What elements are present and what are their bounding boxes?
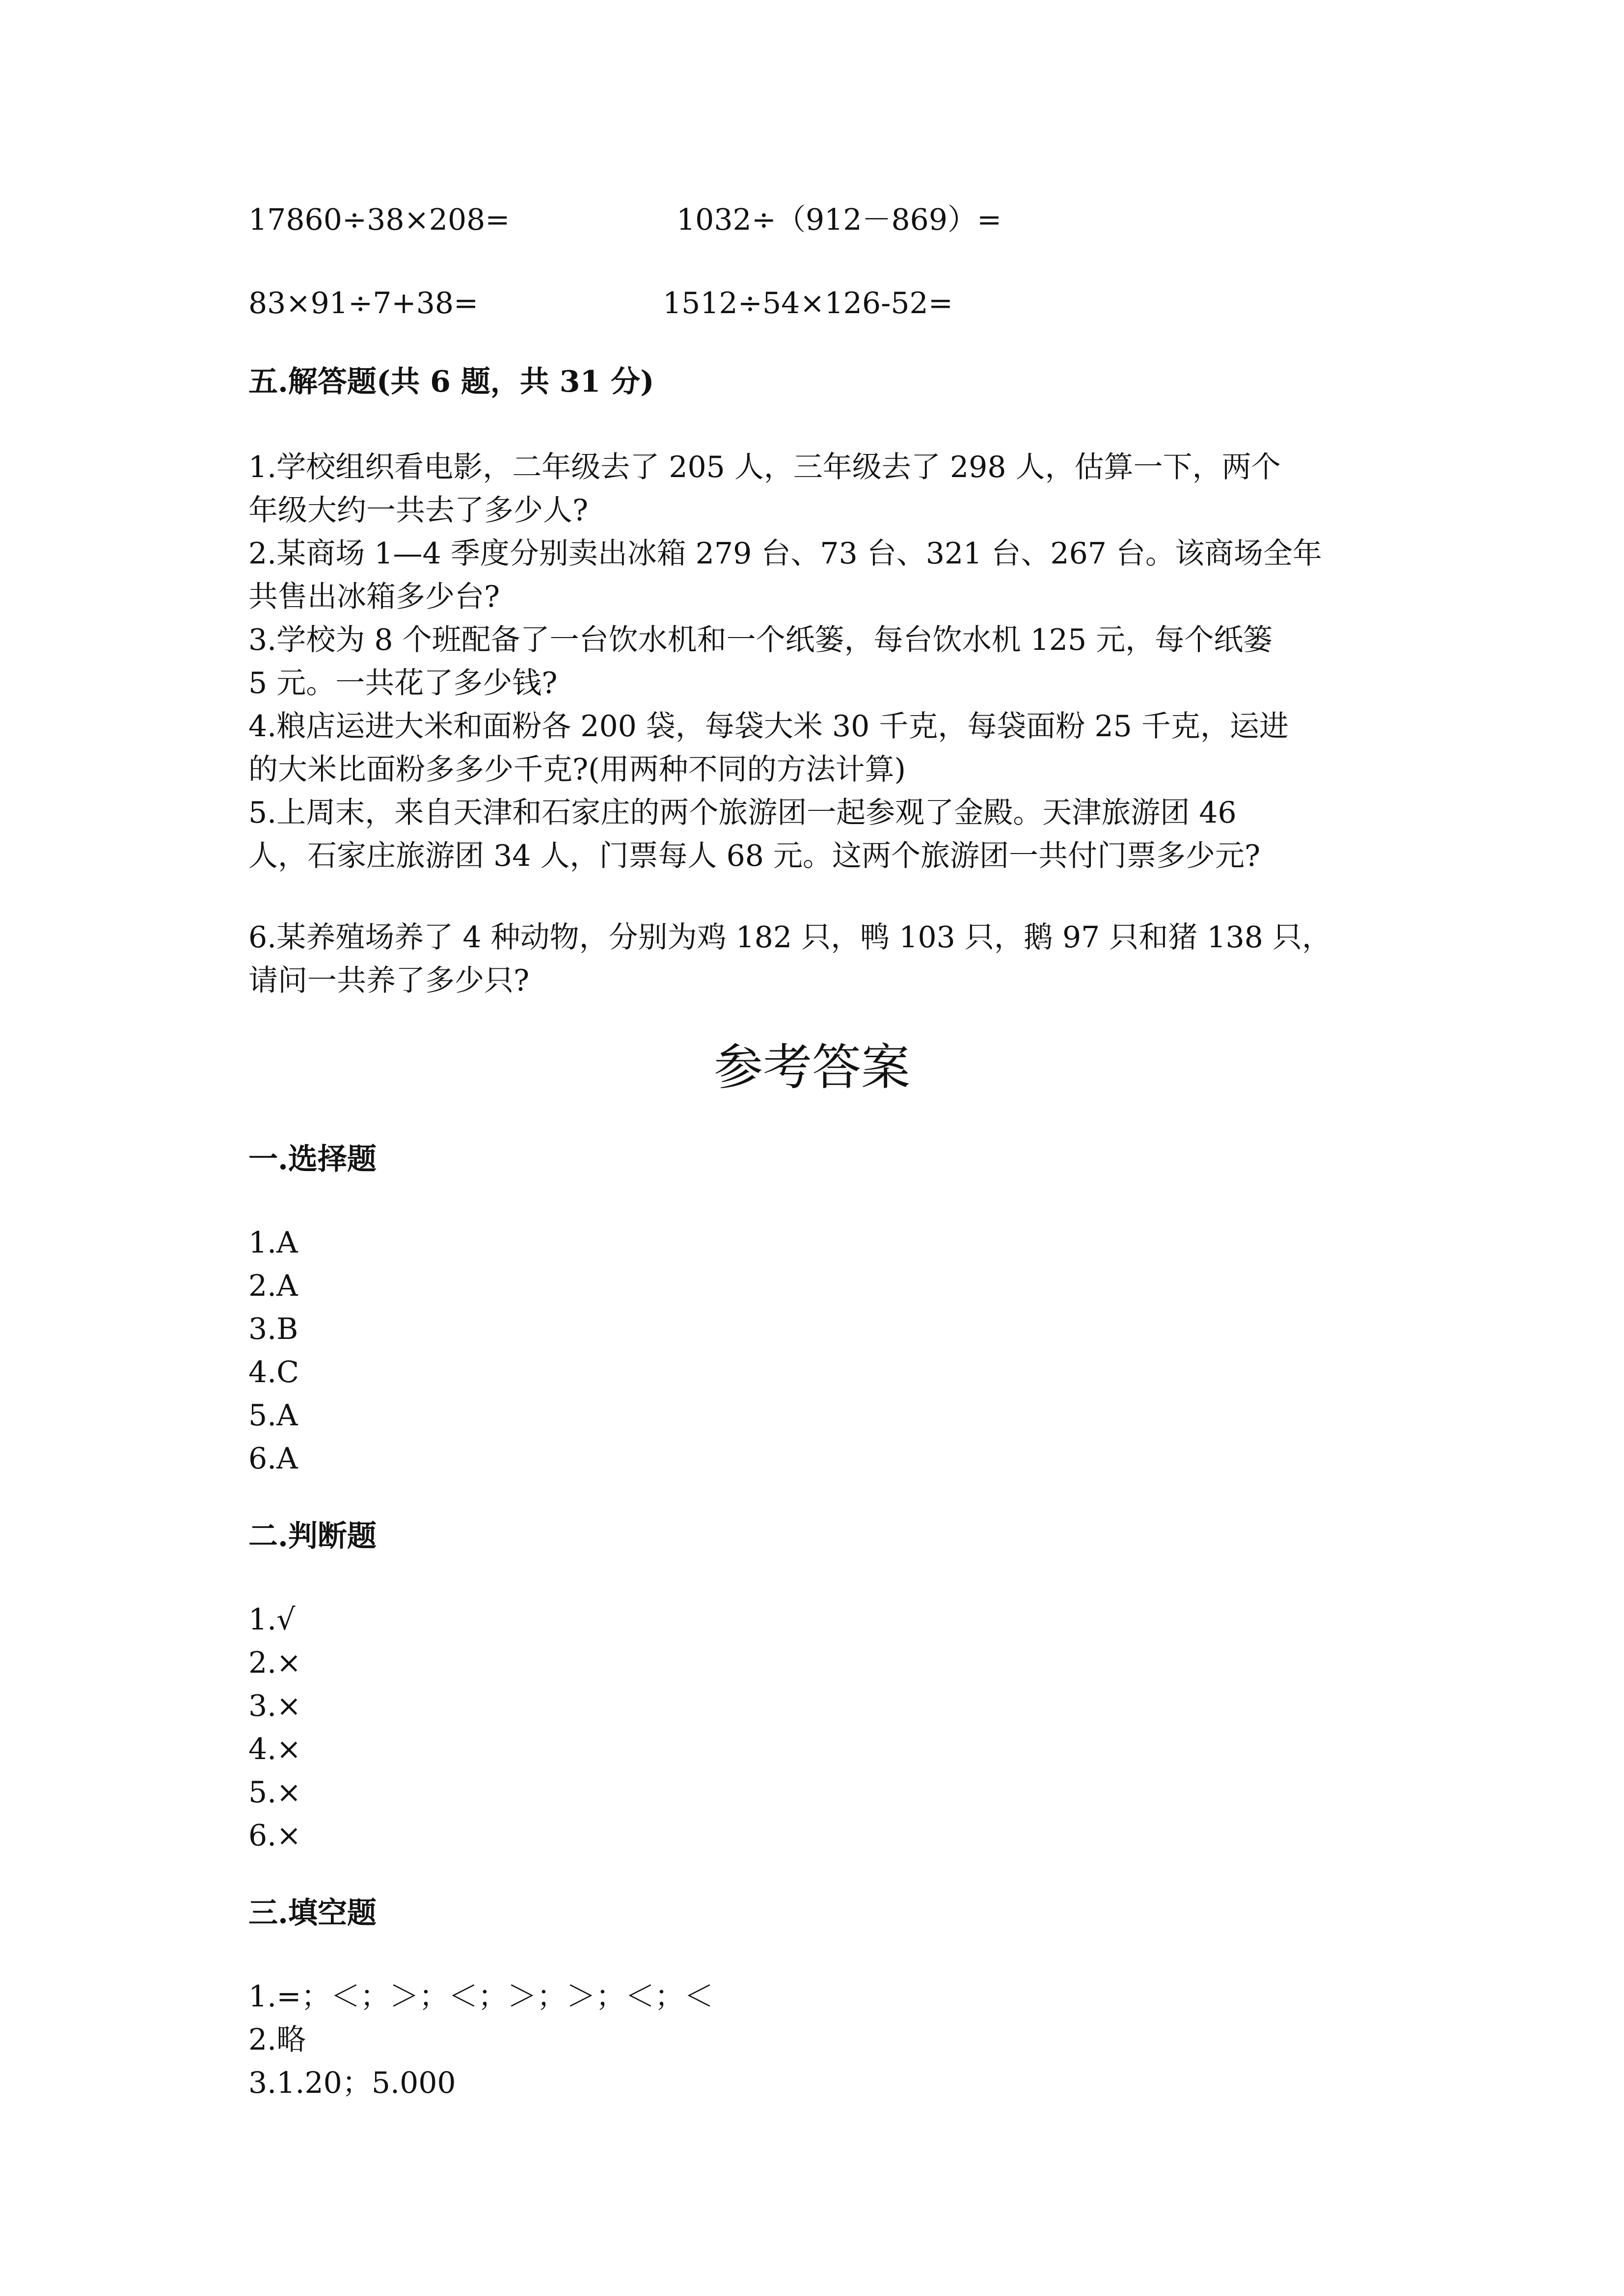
answer-item: 6.A [248, 1442, 298, 1476]
calc-row1-left: 17860÷38×208= [248, 203, 510, 237]
answers-section3-heading: 三.填空题 [248, 1896, 377, 1930]
answer-item: 2.× [248, 1646, 301, 1680]
problem-line: 的大米比面粉多多少千克?(用两种不同的方法计算) [248, 752, 906, 787]
answer-item: 4.× [248, 1732, 301, 1766]
problem-line: 1.学校组织看电影，二年级去了 205 人，三年级去了 298 人，估算一下，两个 [248, 450, 1281, 484]
problem-line: 5 元。一共花了多少钱? [248, 666, 558, 700]
answer-item: 3.1.20；5.000 [248, 2066, 456, 2100]
problem-line: 4.粮店运进大米和面粉各 200 袋，每袋大米 30 千克，每袋面粉 25 千克，运进 [248, 709, 1289, 744]
answer-item: 3.× [248, 1689, 301, 1723]
problem-line: 共售出冰箱多少台? [248, 580, 500, 614]
answer-item: 1.=；＜；＞；＜；＞；＞；＜；＜ [248, 1979, 714, 2014]
answers-section1-heading: 一.选择题 [248, 1142, 377, 1176]
problem-line: 年级大约一共去了多少人? [248, 493, 589, 528]
calc-row1-right: 1032÷（912－869）= [677, 203, 1002, 237]
problem-line: 5.上周末，来自天津和石家庄的两个旅游团一起参观了金殿。天津旅游团 46 [248, 796, 1237, 830]
answer-item: 4.C [248, 1355, 299, 1389]
answer-item: 3.B [248, 1312, 298, 1346]
answers-section2-heading: 二.判断题 [248, 1519, 377, 1553]
answer-item: 5.A [248, 1398, 298, 1433]
answer-item: 6.× [248, 1818, 301, 1853]
problem-line: 人，石家庄旅游团 34 人，门票每人 68 元。这两个旅游团一共付门票多少元? [248, 839, 1261, 873]
calc-row2-right: 1512÷54×126-52= [663, 286, 953, 320]
calc-row2-left: 83×91÷7+38= [248, 286, 479, 320]
answer-item: 5.× [248, 1775, 301, 1810]
section5-heading: 五.解答题(共 6 题，共 31 分) [248, 365, 654, 399]
answers-title: 参考答案 [714, 1039, 910, 1096]
problem-line: 3.学校为 8 个班配备了一台饮水机和一个纸篓，每台饮水机 125 元，每个纸篓 [248, 623, 1273, 657]
problem-line: 请问一共养了多少只? [248, 963, 530, 998]
answer-item: 1.√ [248, 1602, 296, 1637]
problem-line: 2.某商场 1—4 季度分别卖出冰箱 279 台、73 台、321 台、267 台。该商场全年 [248, 536, 1323, 571]
answer-item: 2.略 [248, 2023, 306, 2057]
answer-item: 1.A [248, 1226, 298, 1260]
answer-item: 2.A [248, 1269, 298, 1303]
problem-line: 6.某养殖场养了 4 种动物，分别为鸡 182 只，鸭 103 只，鹅 97 只和猪 138 只， [248, 920, 1332, 955]
